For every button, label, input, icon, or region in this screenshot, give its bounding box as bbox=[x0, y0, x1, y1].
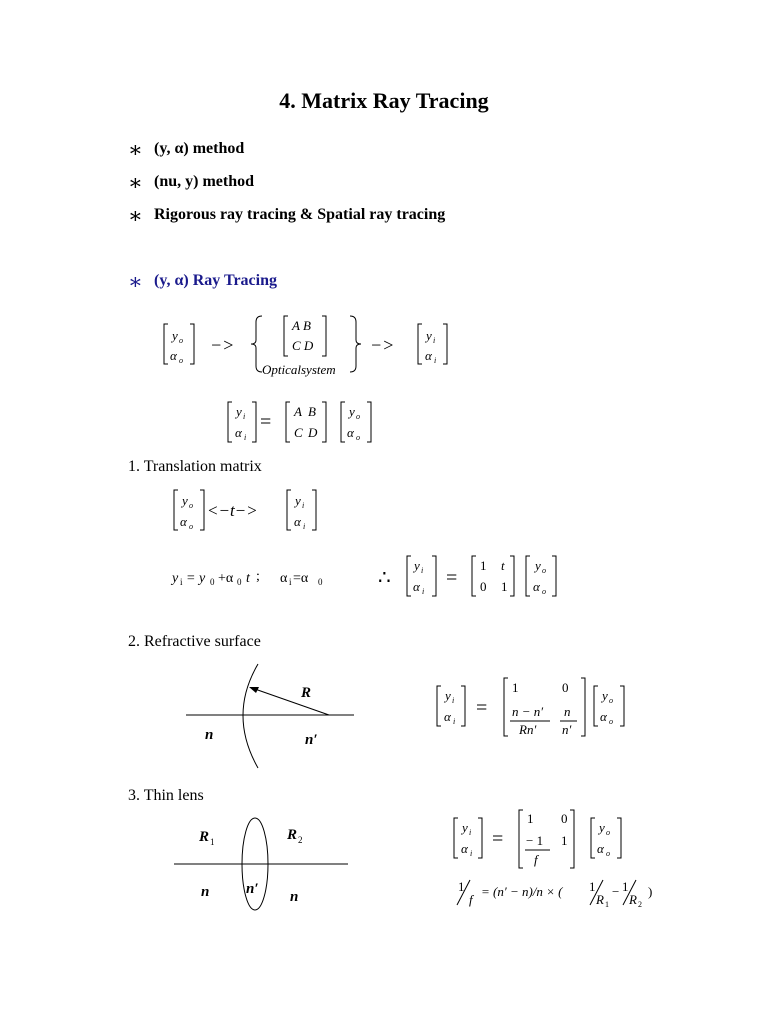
label-n-prime: n′ bbox=[305, 732, 318, 748]
var-sub: o bbox=[189, 522, 193, 531]
var-sub: i bbox=[453, 717, 456, 726]
var-y: y bbox=[535, 558, 541, 573]
equals-sign: = bbox=[260, 411, 272, 433]
var-sub: i bbox=[303, 522, 306, 531]
var-sub: o bbox=[606, 849, 610, 858]
matrix-fraction-num: n bbox=[564, 704, 571, 719]
therefore-symbol: ∴ bbox=[378, 567, 391, 589]
var-y: y bbox=[445, 688, 451, 703]
asterisk-icon: ∗ bbox=[128, 170, 143, 195]
var-sub: 0 bbox=[237, 577, 242, 587]
var-alpha: α bbox=[347, 425, 354, 440]
arrow-right: −> bbox=[370, 335, 395, 355]
var-sub: i bbox=[452, 696, 455, 705]
arrow-right: −> bbox=[210, 335, 235, 355]
section-thin-lens: 3. Thin lens bbox=[128, 787, 204, 804]
var-y: y bbox=[414, 558, 420, 573]
var-sub: i bbox=[421, 566, 424, 575]
minus-sign: − bbox=[612, 884, 620, 899]
label-n: n bbox=[201, 884, 210, 900]
matrix-cell: 0 bbox=[480, 579, 487, 594]
asterisk-icon: ∗ bbox=[128, 203, 143, 228]
matrix-fraction-den: n′ bbox=[562, 722, 572, 737]
var-sub: o bbox=[542, 566, 546, 575]
var-sub: o bbox=[189, 501, 193, 510]
matrix-D: D bbox=[308, 425, 318, 440]
section-refractive-surface: 2. Refractive surface bbox=[128, 633, 261, 650]
var-sub: 2 bbox=[638, 900, 642, 909]
matrix-fraction-den: f bbox=[534, 852, 538, 867]
matrix-C: C bbox=[294, 425, 303, 440]
fraction-num: 1 bbox=[589, 879, 596, 894]
var-y: y bbox=[182, 493, 188, 508]
equals-sign: = bbox=[476, 697, 488, 719]
var-y: y bbox=[295, 493, 301, 508]
var-alpha: α bbox=[170, 348, 177, 363]
var-sub: i bbox=[180, 577, 183, 587]
var-alpha: α bbox=[533, 579, 540, 594]
matrix-fraction-num: n − n′ bbox=[512, 704, 544, 719]
matrix-A: A bbox=[294, 404, 302, 419]
asterisk-icon: ∗ bbox=[128, 137, 143, 162]
var-alpha: α bbox=[280, 571, 288, 586]
var-sub: 0 bbox=[318, 577, 323, 587]
var-sub: o bbox=[356, 412, 360, 421]
var-sub: o bbox=[609, 717, 613, 726]
var-sub: i bbox=[243, 412, 246, 421]
matrix-cell: 0 bbox=[561, 811, 568, 826]
label-n: n bbox=[290, 889, 299, 905]
separator: ; bbox=[256, 569, 260, 584]
bullet-text: (y, α) method bbox=[154, 140, 245, 157]
equation-text: +α bbox=[218, 571, 234, 586]
matrix-row-1: A B bbox=[292, 318, 311, 333]
var-sub: i bbox=[433, 336, 436, 345]
var-y: y bbox=[426, 328, 432, 343]
label-R1: R bbox=[199, 829, 210, 845]
var-alpha: α bbox=[461, 841, 468, 856]
bullet-text: Rigorous ray tracing & Spatial ray tracing bbox=[154, 206, 446, 223]
var-sub: i bbox=[302, 501, 305, 510]
equation-text: =α bbox=[293, 571, 309, 586]
var-sub: o bbox=[356, 433, 360, 442]
var-y: y bbox=[599, 820, 605, 835]
var-sub: 1 bbox=[210, 837, 215, 847]
var-alpha: α bbox=[597, 841, 604, 856]
fraction-num: 1 bbox=[622, 879, 629, 894]
label-R2: R bbox=[287, 827, 298, 843]
lensmaker-expression: = (n′ − n)/n × ( bbox=[481, 884, 563, 899]
matrix-cell: 1 bbox=[501, 579, 508, 594]
matrix-cell: 1 bbox=[512, 680, 519, 695]
label-R: R bbox=[301, 685, 312, 701]
var-alpha: α bbox=[600, 709, 607, 724]
var-y: y bbox=[462, 820, 468, 835]
distance-t-arrow: <−t−> bbox=[207, 501, 258, 520]
equals-sign: = bbox=[492, 828, 504, 850]
var-sub: i bbox=[470, 849, 473, 858]
var-y: y bbox=[349, 404, 355, 419]
var-sub: i bbox=[244, 433, 247, 442]
section-translation-matrix: 1. Translation matrix bbox=[128, 458, 262, 475]
matrix-cell: 1 bbox=[527, 811, 534, 826]
asterisk-icon: ∗ bbox=[128, 269, 143, 294]
label-n-prime: n′ bbox=[246, 881, 259, 897]
var-y: y bbox=[172, 328, 178, 343]
fraction-den: R bbox=[596, 892, 604, 907]
matrix-cell: t bbox=[501, 558, 505, 573]
var-alpha: α bbox=[425, 348, 432, 363]
page-title: 4. Matrix Ray Tracing bbox=[279, 88, 489, 113]
var-sub: i bbox=[469, 828, 472, 837]
matrix-cell: 1 bbox=[480, 558, 487, 573]
var-y: y bbox=[172, 571, 179, 586]
var-sub: 0 bbox=[210, 577, 215, 587]
equation-text: = y bbox=[186, 571, 206, 586]
var-sub: 2 bbox=[298, 835, 303, 845]
matrix-row-2: C D bbox=[292, 338, 314, 353]
var-y: y bbox=[236, 404, 242, 419]
matrix-cell: 0 bbox=[562, 680, 569, 695]
var-t: t bbox=[246, 571, 250, 586]
var-sub: 1 bbox=[605, 900, 609, 909]
var-alpha: α bbox=[294, 514, 301, 529]
var-alpha: α bbox=[180, 514, 187, 529]
var-sub: o bbox=[606, 828, 610, 837]
fraction-den: R bbox=[629, 892, 637, 907]
var-y: y bbox=[602, 688, 608, 703]
var-alpha: α bbox=[413, 579, 420, 594]
var-sub: i bbox=[289, 577, 292, 587]
fraction-den: f bbox=[469, 892, 473, 907]
bullet-text: (nu, y) method bbox=[154, 173, 255, 190]
matrix-B: B bbox=[308, 404, 316, 419]
matrix-fraction-num: − 1 bbox=[526, 833, 544, 848]
section-heading-text: (y, α) Ray Tracing bbox=[154, 272, 277, 289]
fraction-num: 1 bbox=[458, 879, 465, 894]
label-n: n bbox=[205, 727, 214, 743]
matrix-cell: 1 bbox=[561, 833, 568, 848]
var-sub: o bbox=[542, 587, 546, 596]
var-alpha: α bbox=[444, 709, 451, 724]
var-sub: o bbox=[179, 356, 183, 365]
matrix-fraction-den: Rn′ bbox=[519, 722, 537, 737]
var-sub: i bbox=[434, 356, 437, 365]
var-sub: o bbox=[179, 336, 183, 345]
paren-close: ) bbox=[648, 884, 653, 899]
optical-system-label: Opticalsystem bbox=[262, 362, 336, 377]
var-sub: i bbox=[422, 587, 425, 596]
var-sub: o bbox=[609, 696, 613, 705]
var-alpha: α bbox=[235, 425, 242, 440]
equals-sign: = bbox=[446, 567, 458, 589]
